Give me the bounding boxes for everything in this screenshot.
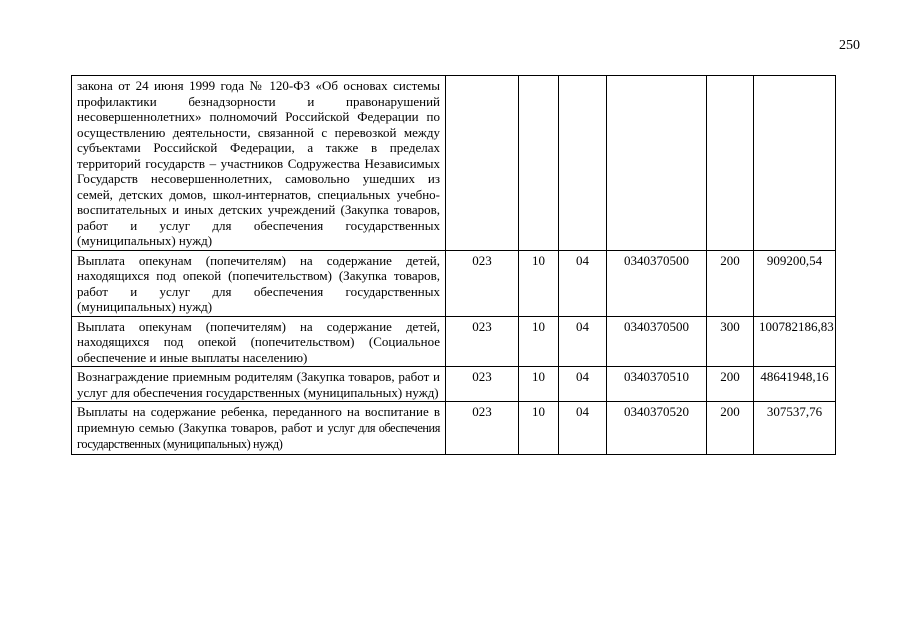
amount-cell xyxy=(754,76,836,251)
table-row xyxy=(72,76,836,251)
target-article-cell: 0340370510 xyxy=(607,367,707,402)
section-code-cell: 10 xyxy=(519,367,559,402)
target-article-cell: 0340370500 xyxy=(607,250,707,316)
expense-type-cell: 300 xyxy=(707,316,754,367)
expense-type-cell: 200 xyxy=(707,250,754,316)
page-number: 250 xyxy=(839,38,860,53)
amount-cell: 307537,76 xyxy=(754,402,836,455)
subsection-code-cell: 04 xyxy=(559,402,607,455)
grbs-code-cell: 023 xyxy=(446,367,519,402)
table-row xyxy=(72,367,836,402)
expense-type-cell: 200 xyxy=(707,367,754,402)
row-description-text-condensed: услуг для обеспечения государственных (муниципальных) нужд) xyxy=(77,420,440,451)
section-code-cell: 10 xyxy=(519,316,559,367)
grbs-code-cell: 023 xyxy=(446,250,519,316)
row-description: Выплата опекунам (попечителям) на содержание детей, находящихся под опекой (попечительством) (Социальное обеспечение и иные выплаты населению) xyxy=(72,316,446,367)
amount-cell: 48641948,16 xyxy=(754,367,836,402)
target-article-cell: 0340370520 xyxy=(607,402,707,455)
amount-cell: 100782186,83 xyxy=(754,316,836,367)
subsection-code-cell: 04 xyxy=(559,316,607,367)
section-code-cell: 10 xyxy=(519,402,559,455)
row-description: Выплата опекунам (попечителям) на содержание детей, находящихся под опекой (попечительством) (Закупка товаров, работ и услуг для обеспечения государственных (муниципальных) нужд) xyxy=(72,250,446,316)
row-description: закона от 24 июня 1999 года № 120-ФЗ «Об основах системы профилактики безнадзорности и правонарушений несовершеннолетних» полномочий Российской Федерации по осуществлению деятельности, связанной с перевозкой между субъектами Российской Федерации, а также в пределах территорий государств – участников Содружества Независимых Государств несовершеннолетних, самовольно ушедших из семей, детских домов, школ-интернатов, специальных учебно-воспитательных и иных детских учреждений (Закупка товаров, работ и услуг для обеспечения государственных (муниципальных) нужд) xyxy=(72,76,446,251)
subsection-code-cell xyxy=(559,76,607,251)
row-description xyxy=(72,402,446,455)
table-row xyxy=(72,316,836,367)
amount-cell: 909200,54 xyxy=(754,250,836,316)
section-code-cell: 10 xyxy=(519,250,559,316)
grbs-code-cell xyxy=(446,76,519,251)
table-row xyxy=(72,402,836,455)
table-row xyxy=(72,250,836,316)
target-article-cell: 0340370500 xyxy=(607,316,707,367)
subsection-code-cell: 04 xyxy=(559,250,607,316)
subsection-code-cell: 04 xyxy=(559,367,607,402)
expense-type-cell: 200 xyxy=(707,402,754,455)
row-description: Вознаграждение приемным родителям (Закупка товаров, работ и услуг для обеспечения государственных (муниципальных) нужд) xyxy=(72,367,446,402)
row-description-text: Выплаты на содержание ребенка, переданного на воспитание в приемную семью (Закупка товаров, работ и xyxy=(77,404,440,435)
grbs-code-cell: 023 xyxy=(446,316,519,367)
section-code-cell xyxy=(519,76,559,251)
target-article-cell xyxy=(607,76,707,251)
budget-table xyxy=(71,75,836,455)
grbs-code-cell: 023 xyxy=(446,402,519,455)
expense-type-cell xyxy=(707,76,754,251)
